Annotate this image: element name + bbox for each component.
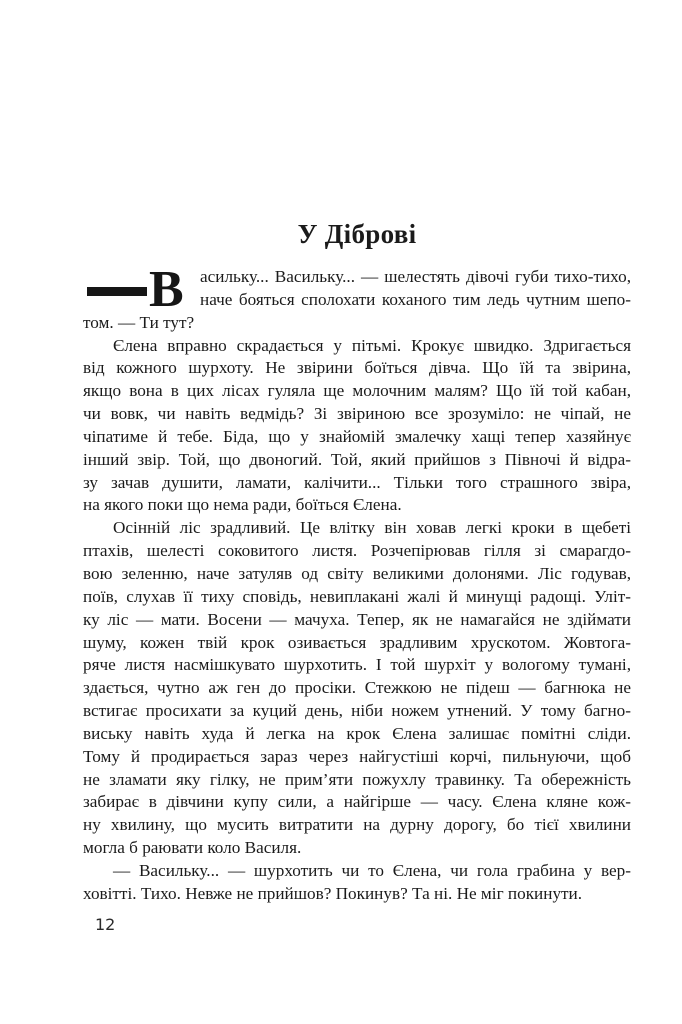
paragraph — [83, 260, 631, 336]
paragraph — [83, 336, 631, 519]
text-line: зу зачав душити, ламати, калічити... Тільки того страшного звіра, — [83, 472, 631, 492]
text-line: ховітті. Тихо. Невже не прийшов? Покинув? Та ні. Не міг покинути. — [83, 883, 583, 903]
text-line: чи вовк, чи навіть ведмідь? Зі звіриною все зрозуміло: не чіпай, не — [83, 404, 631, 424]
text-line: наче бояться сполохати коханого тим ледь чутним шепо- — [200, 289, 631, 309]
dialogue-dash — [87, 287, 147, 296]
text-line: поїв, слухав її тиху сповідь, невиплакані жалі й минущі радощі. Уліт- — [83, 586, 631, 606]
text-line: — Васильку... — шурхотить чи то Єлена, чи гола грабина у вер- — [113, 860, 631, 880]
text-line: встигає просихати за куций день, ніби ножем утнений. У тому багно- — [83, 701, 631, 721]
text-line: вою зеленню, наче затуляв од світу великими долонями. Ліс годував, — [83, 563, 631, 583]
drop-cap-letter: В — [149, 260, 184, 318]
paragraph — [83, 518, 631, 861]
text-line: від кожного шурхоту. Не звірини боїться дівча. Що їй та звірина, — [83, 358, 631, 378]
text-line: ну хвилину, що мусить витратити на дурну дорогу, бо тієї хвилини — [83, 815, 631, 835]
text-line: виську навіть худа й легка на крок Єлена залишає помітні сліди. — [83, 723, 631, 743]
text-line: асильку... Васильку... — шелестять дівочі губи тихо-тихо, — [200, 267, 631, 286]
text-line: Єлена вправно скрадається у пітьмі. Крокує швидко. Здригається — [113, 335, 631, 355]
page-number: 12 — [95, 915, 116, 934]
text-line: якщо вона в цих лісах гуляла ще молочним малям? Що їй той кабан, — [83, 381, 631, 401]
text-line: птахів, шелесті соковитого листя. Розчепірював гілля зі смарагдо- — [83, 541, 631, 561]
text-line: ку ліс — мати. Восени — мачуха. Тепер, як не намагайся не здіймати — [83, 609, 631, 629]
text-line: ряче листя насмішкувато шурхотить. І той шурхіт у вологому тумані, — [83, 655, 631, 675]
text-line: здається, чутно аж ген до просіки. Стежкою не підеш — багнюка не — [83, 678, 631, 698]
text-line: не зламати яку гілку, не прим’яти пожухлу травинку. Та обережність — [83, 769, 631, 789]
text-line: чіпатиме й тебе. Біда, що у знайомій змалечку хащі тепер хазяйнує — [83, 426, 631, 446]
body-text — [83, 260, 631, 907]
text-line: на якого поки що нема ради, боїться Єлена. — [83, 495, 402, 515]
text-line: забирає в дівчини купу сили, а найгірше — часу. Єлена кляне кож- — [83, 792, 631, 812]
text-line: інший звір. Той, що двоногий. Той, який прийшов з Півночі й відра- — [83, 449, 631, 469]
text-line: том. — Ти тут? — [83, 312, 195, 332]
text-line: шуму, кожен твій крок озивається зрадливим хрускотом. Жовтога- — [83, 632, 631, 652]
text-line: Осінній ліс зрадливий. Це влітку він ховав легкі кроки в щебеті — [113, 518, 631, 538]
drop-cap — [83, 260, 200, 318]
text-line: Тому й продирається зараз через найгустіші корчі, пильнуючи, щоб — [83, 746, 631, 766]
paragraph — [83, 861, 631, 907]
chapter-title: У Діброві — [297, 219, 417, 249]
text-line: могла б раювати коло Василя. — [83, 838, 302, 858]
